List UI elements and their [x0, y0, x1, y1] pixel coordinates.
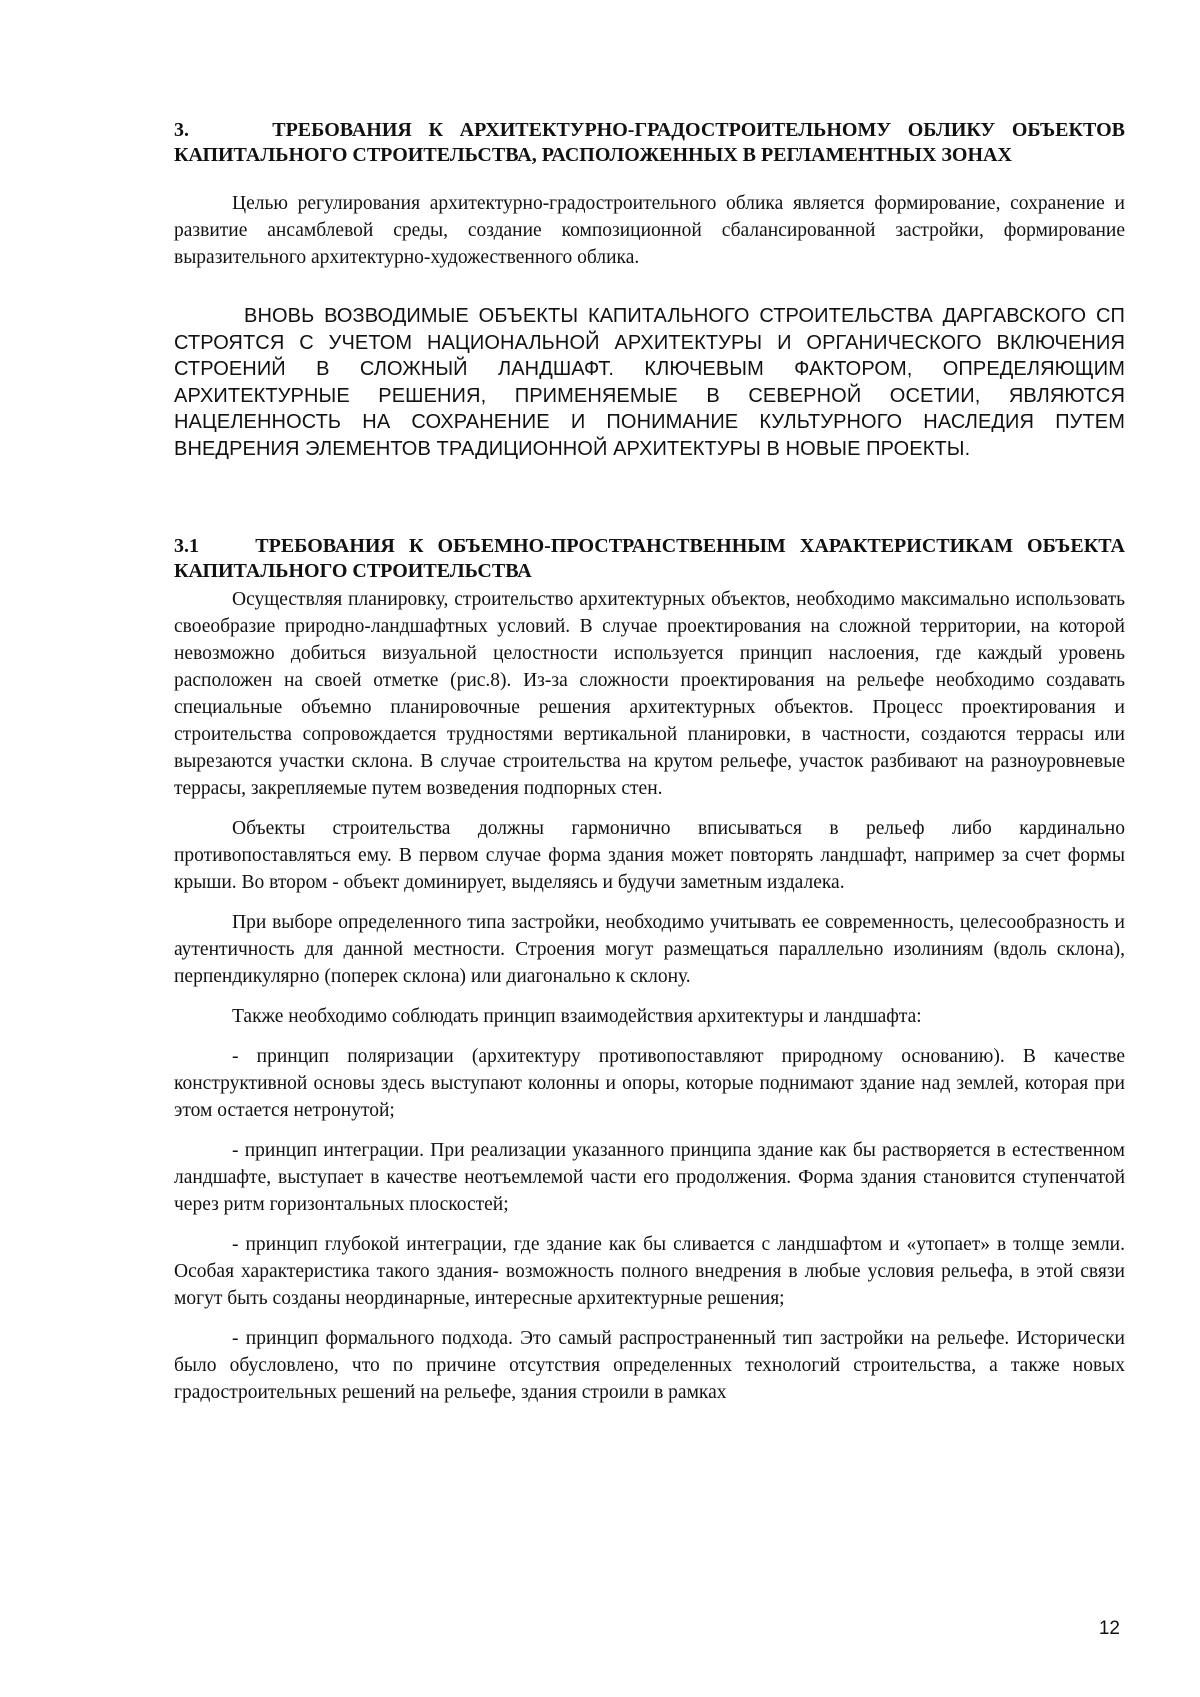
list-item-polarization: - принцип поляризации (архитектуру противопоставляют природному основанию). В качестве конструктивной основы здесь выступают колонны и опоры, которые поднимают здание над землей, которая при этом остается нетронутой;: [174, 1046, 1125, 1121]
section-3-caps-paragraph: ВНОВЬ ВОЗВОДИМЫЕ ОБЪЕКТЫ КАПИТАЛЬНОГО СТРОИТЕЛЬСТВА ДАРГАВСКОГО СП СТРОЯТСЯ С УЧЕТОМ НАЦИОНАЛЬНОЙ АРХИТЕКТУРЫ И ОРГАНИЧЕСКОГО ВКЛЮЧЕНИЯ СТРОЕНИЙ В СЛОЖНЫЙ ЛАНДШАФТ. КЛЮЧЕВЫМ ФАКТОРОМ, ОПРЕДЕЛЯЮЩИМ АРХИТЕКТУРНЫЕ РЕШЕНИЯ, ПРИМЕНЯЕМЫЕ В СЕВЕРНОЙ ОСЕТИИ, ЯВЛЯЮТСЯ НАЦЕЛЕННОСТЬ НА СОХРАНЕНИЕ И ПОНИМАНИЕ КУЛЬТУРНОГО НАСЛЕДИЯ ПУТЕМ ВНЕДРЕНИЯ ЭЛЕМЕНТОВ ТРАДИЦИОННОЙ АРХИТЕКТУРЫ В НОВЫЕ ПРОЕКТЫ.: [174, 305, 1125, 460]
paragraph-harmony: Объекты строительства должны гармонично вписываться в рельеф либо кардинально противопоставляться ему. В первом случае форма здания может повторять ландшафт, например за счет формы крыши. Во втором - объект доминирует, выделяясь и будучи заметным издалека.: [174, 818, 1125, 893]
paragraph-interaction-principle: Также необходимо соблюдать принцип взаимодействия архитектуры и ландшафта:: [232, 1006, 922, 1027]
paragraph-building-type: При выборе определенного типа застройки, необходимо учитывать ее современность, целесообразность и аутентичность для данной местности. Строения могут размещаться параллельно изолиниям (вдоль склона), перпендикулярно (поперек склона) или диагонально к склону.: [174, 912, 1125, 987]
list-item-formal-approach: - принцип формального подхода. Это самый распространенный тип застройки на рельефе. Исторически было обусловлено, что по причине отсутствия определенных технологий строительства, а также новых градостроительных решений на рельефе, здания строили в рамках: [174, 1328, 1125, 1403]
page-content: [174, 118, 1125, 1419]
list-item-deep-integration: - принцип глубокой интеграции, где здание как бы сливается с ландшафтом и «утопает» в толще земли. Особая характеристика такого здания- возможность полного внедрения в любые условия рельефа, в этой связи могут быть созданы неординарные, интересные архитектурные решения;: [174, 1234, 1125, 1309]
page-number: 12: [1098, 1618, 1120, 1639]
list-item-integration: - принцип интеграции. При реализации указанного принципа здание как бы растворяется в естественном ландшафте, выступает в качестве неотъемлемой части его продолжения. Форма здания становится ступенчатой через ритм горизонтальных плоскостей;: [174, 1140, 1125, 1215]
paragraph-planning: Осуществляя планировку, строительство архитектурных объектов, необходимо максимально использовать своеобразие природно-ландшафтных условий. В случае проектирования на сложной территории, на которой невозможно добиться визуальной целостности используется принцип наслоения, где каждый уровень расположен на своей отметке (рис.8). Из-за сложности проектирования на рельефе необходимо создавать специальные объемно планировочные решения архитектурных объектов. Процесс проектирования и строительства сопровождается трудностями вертикальной планировки, в частности, создаются террасы или вырезаются участки склона. В случае строительства на крутом рельефе, участок разбивают на разноуровневые террасы, закрепляемые путем возведения подпорных стен.: [174, 589, 1125, 799]
section-3-intro-paragraph: Целью регулирования архитектурно-градостроительного облика является формирование, сохранение и развитие ансамблевой среды, создание композиционной сбалансированной застройки, формирование выразительного архитектурно-художественного облика.: [174, 193, 1125, 268]
section-3-1-heading: 3.1 ТРЕБОВАНИЯ К ОБЪЕМНО-ПРОСТРАНСТВЕННЫМ ХАРАКТЕРИСТИКАМ ОБЪЕКТА КАПИТАЛЬНОГО СТРОИТЕЛЬСТВА: [174, 535, 1125, 582]
section-3-heading: 3. ТРЕБОВАНИЯ К АРХИТЕКТУРНО-ГРАДОСТРОИТЕЛЬНОМУ ОБЛИКУ ОБЪЕКТОВ КАПИТАЛЬНОГО СТРОИТЕЛЬСТВА, РАСПОЛОЖЕННЫХ В РЕГЛАМЕНТНЫХ ЗОНАХ: [174, 119, 1125, 166]
